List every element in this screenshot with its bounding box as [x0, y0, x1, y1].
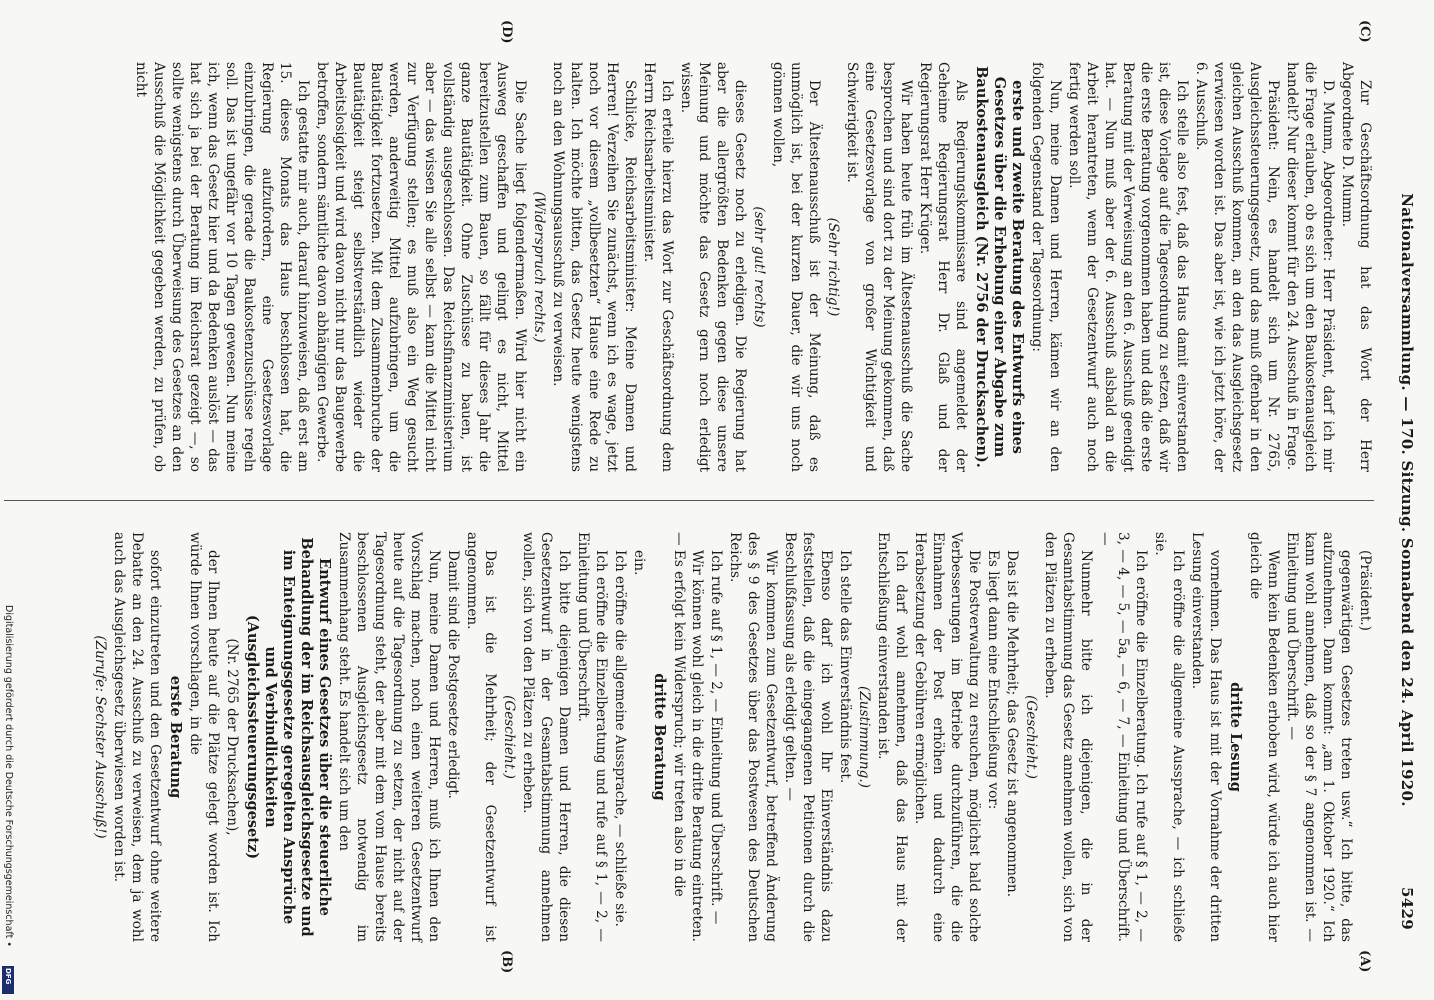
paragraph: Ich eröffne die allgemeine Aussprache, — ich schließe sie. [1152, 532, 1186, 942]
digitization-note-text: Digitalisierung gefördert durch die Deutsche Forschungsgemeinschaft • [3, 605, 14, 947]
digitization-note [2, 605, 16, 995]
paragraph: Ich gestatte mir auch, darauf hinzuweisen, daß erst am 15. dieses Monats das Haus beschlossen hat, die Regierung aufzufordern, eine Gesetzesvorlage einzubringen, die gerade die Baukostenzuschüsse regeln soll. Das ist ungefähr vor 10 Tagen gewesen. Nun meine ich, wenn das Gesetz hier und da Bedenken auslöst — das hat sich ja bei der Beratung im Reichsrat gezeigt —, so sollte wenigstens durch Überweisung des Gesetzes an den Ausschuß die Möglichkeit gegeben werden, zu prüfen, ob nicht [133, 62, 311, 472]
interjection-note: (sehr gut! rechts) [751, 206, 767, 328]
paragraph: ein. [631, 550, 647, 576]
section-heading: erste und zweite Beratung des Entwurfs eines Gesetzes über die Erhebung einer Abgabe zum Baukostenausgleich (Nr. 2756 der Drucksachen). [973, 66, 1026, 468]
paragraph: Ich bitte diejenigen Damen und Herren, die diesen Gesetzentwurf in der Gesamtabstimmung annehmen wollen, sich von den Plätzen zu erheben. [520, 532, 572, 942]
paragraph: Der Ältestenausschuß ist der Meinung, daß es unmöglich ist, bei der kurzen Dauer, die wir uns noch gönnen wollen, [770, 62, 822, 472]
paragraph: Präsident: Nein, es handelt sich um Nr. 2765, Ausgleichssteuerungsgesetz, und das muß offenbar in den gleichen Ausschuß kommen, an den das Ausgleichsgesetz verwiesen worden ist. Das aber ist, wie ich jetzt höre, der 6. Ausschuß. [1193, 62, 1281, 472]
paragraph: Als Regierungskommissare sind angemeldet der Geheime Regierungsrat Herr Dr. Glaß und der Regierungsrat Herr Krüger. [917, 62, 969, 472]
section-heading: dritte Lesung [1227, 682, 1244, 792]
interjection-note: (Geschieht.) [501, 695, 517, 779]
paragraph: sofort einzutreten und den Gesetzentwurf ohne weitere Debatte an den 24. Ausschuß zu verweisen, dem ja wohl auch das Ausgleichsgesetz überwiesen worden ist. [111, 532, 163, 942]
paragraph: Ich erteile hierzu das Wort zur Geschäftsordnung dem Herrn Reichsarbeitsminister. [641, 62, 675, 472]
interjection-note: (Zurufe: Sechster Ausschuß!) [92, 635, 108, 839]
paragraph: vornehmen. Das Haus ist mit der Vornahme der dritten Lesung einverstanden. [1189, 532, 1223, 942]
section-heading: dritte Beratung [651, 673, 668, 801]
page-number: 5429 [1398, 887, 1416, 930]
paragraph: (Präsident.) [1357, 550, 1373, 631]
interjection-note: (Zustimmung.) [856, 686, 872, 788]
section-heading: Entwurf eines Gesetzes über die steuerliche Behandlung der im Reichsausgleichsgesetze und im Enteignungsgesetze geregelten Ansprüche und Verbindlichkeiten (Ausgleichssteuerungsgesetz) [244, 537, 333, 937]
paragraph: Die Postverwaltung zu ersuchen, möglichst bald solche Verbesserungen im Betriebe durchzuführen, die die Einnahmen der Post erhöhen und dadurch eine Herabsetzung der Gebühren ermöglichen. [912, 532, 982, 942]
paragraph: (Nr. 2765 der Drucksachen), [224, 638, 240, 836]
paragraph: Schlicke, Reichsarbeitsminister: Meine Damen und Herren! Verzeihen Sie zunächst, wenn ich es wage, jetzt noch vor diesem „vollbesetzten“ Hause eine Rede zu halten. Ich möchte bitten, das Gesetz heute wenigstens noch an den Wohnungsausschuß zu verweisen. [550, 62, 638, 472]
paragraph: Wenn kein Bedenken erhoben wird, würde ich auch hier gleich die [1247, 532, 1281, 942]
margin-marker-d: (D) [499, 20, 514, 44]
header-title: Nationalversammlung. — 170. Sitzung. Sonnabend den 24. April 1920. [1398, 193, 1416, 807]
paragraph: Wir kommen zum Gesetzentwurf, betreffend Änderung des § 9 des Gesetzes über das Postwesen des Deutschen Reichs. [727, 532, 779, 942]
column-divider [4, 500, 1374, 501]
paragraph: Damit sind die Postgesetze erledigt. [445, 550, 461, 799]
paragraph: Nun, meine Damen und Herren, muß ich Ihnen den Vorschlag machen, noch einen weiteren Gesetzentwurf heute auf die Tagesordnung zu setzen, der nicht auf der Tagesordnung steht, der aber mit dem vom Hause bereits beschlossenen Ausgleichsgesetz notwendig im Zusammenhang steht. Es handelt sich um den [336, 532, 442, 942]
paragraph: Ich stelle also fest, daß das Haus damit einverstanden ist, diese Vorlage auf die Tagesordnung zu setzen, daß wir die erste Beratung vorgenommen haben und daß die erste Beratung mit der Verweisung an den 6. Ausschuß geendigt hat. — Nun muß aber der 6. Ausschuß alsbald an die Arbeit herantreten, wenn der Gesetzentwurf auch noch fertig werden soll. [1066, 62, 1190, 472]
paragraph: Ich eröffne die allgemeine Aussprache, — schließe sie. [612, 550, 628, 927]
section-heading: erste Beratung [167, 675, 184, 799]
paragraph: Nun, meine Damen und Herren, kämen wir an den folgenden Gegenstand der Tagesordnung: [1029, 62, 1063, 472]
paragraph: der Ihnen heute auf die Plätze gelegt worden ist. Ich würde Ihnen vorschlagen, in die [187, 532, 221, 942]
right-text-column [90, 532, 1374, 942]
paragraph: Ebenso darf ich wohl Ihr Einverständnis dazu feststellen, daß die eingegangenen Petitionen durch die Beschlußfassung als erledigt gelten. — [782, 532, 834, 942]
paragraph: Ich eröffne die Einzelberatung. Ich rufe auf § 1, — 2, — 3, — 4, — 5, — 5a, — 6, — 7, — Einleitung und Überschrift. — [1097, 532, 1149, 942]
paragraph: Ich stelle das Einverständnis fest. [837, 550, 853, 784]
dfg-logo [2, 966, 14, 994]
dfg-logo-text: DFG [4, 968, 12, 985]
paragraph: Es liegt dann eine Entschließung vor: [985, 550, 1001, 810]
paragraph: Ich rufe auf § 1, — 2, — Einleitung und Überschrift. — [708, 550, 724, 925]
margin-marker-b: (B) [499, 950, 514, 974]
paragraph: Nunmehr bitte ich diejenigen, die in der Gesamtabstimmung das Gesetz annehmen wollen, sich von den Plätzen zu erheben. [1042, 532, 1094, 942]
paragraph: Die Sache liegt folgendermaßen. Wird hier nicht ein Ausweg geschaffen und gelingt es nicht, Mittel bereitzustellen zum Bauen, so fällt für dieses Jahr die ganze Bautätigkeit. Ohne Zuschüsse zu bauen, ist vollständig ausgeschlossen. Das Reichsfinanzministerium aber — das wissen Sie alle selbst — kann die Mittel nicht zur Verfügung stellen; es muß also ein Weg gesucht werden, anderweitig Mittel aufzubringen, um die Bautätigkeit fortzusetzen. Mit dem Zusammenbruche der Bautätigkeit steigt selbstverständlich wieder die Arbeitslosigkeit und wird davon nicht nur das Baugewerbe betroffen, sondern sämtliche davon abhängigen Gewerbe. [314, 62, 528, 472]
interjection-note: (Sehr richtig!) [825, 217, 841, 317]
interjection-note: (Widerspruch rechts.) [531, 191, 547, 343]
paragraph: Wir können wohl gleich in die dritte Beratung eintreten. — Es erfolgt kein Widerspruch; wir treten also in die [671, 532, 705, 942]
paragraph: Wir haben heute früh im Ältestenausschuß die Sache besprochen und sind dort zu der Meinung gekommen, daß eine Gesetzesvorlage von großer Wichtigkeit und Schwierigkeit ist. [844, 62, 914, 472]
paragraph: dieses Gesetz noch zu erledigen. Die Regierung hat aber die allergrößten Bedenken gegen diese unsere Meinung und möchte das Gesetz gern noch erledigt wissen. [678, 62, 748, 472]
paragraph: D. Mumm, Abgeordneter: Herr Präsident, darf ich mir die Frage erlauben, ob es sich um den Baukostenausgleich handelt? Nur dieser kommt für den 24. Ausschuß in Frage. [1284, 62, 1336, 472]
paragraph: gegenwärtigen Gesetzes treten usw.“ Ich bitte, das aufzunehmen. Dann kommt: „am 1. Oktober 1920.“ Ich kann wohl annehmen, daß so der § 7 angenommen ist. — Einleitung und Überschrift. — [1284, 532, 1354, 942]
margin-marker-c: (C) [1357, 20, 1372, 43]
paragraph: Ich darf wohl annehmen, daß das Haus mit der Entschließung einverstanden ist. [875, 532, 909, 942]
left-text-column [131, 62, 1374, 472]
paragraph: Ich eröffne die Einzelberatung und rufe auf § 1, — 2, — Einleitung und Überschrift. [575, 532, 609, 942]
interjection-note: (Geschieht.) [1023, 695, 1039, 779]
margin-marker-a: (A) [1357, 950, 1372, 973]
paragraph: Das ist die Mehrheit; das Gesetz ist angenommen. [1004, 550, 1020, 898]
paragraph: Zur Geschäftsordnung hat das Wort der Herr Abgeordnete D. Mumm. [1339, 62, 1373, 472]
paragraph: Das ist die Mehrheit; der Gesetzentwurf ist angenommen. [464, 532, 498, 942]
page-header [1386, 70, 1416, 930]
